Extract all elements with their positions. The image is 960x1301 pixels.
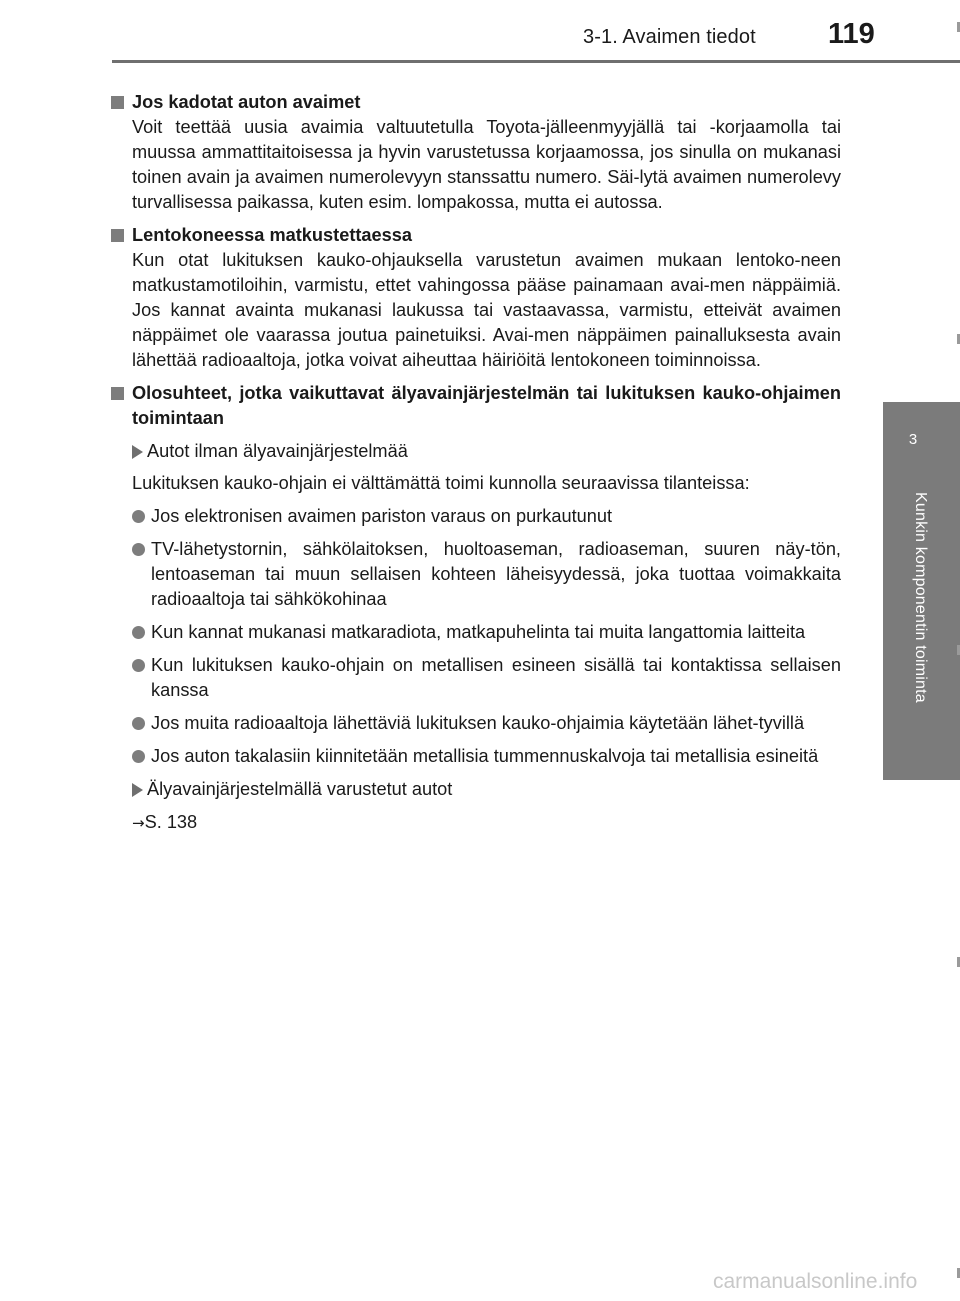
list-item (111, 653, 841, 703)
subsection-title (111, 777, 841, 802)
square-bullet-icon (111, 381, 132, 406)
circle-bullet-icon (132, 620, 151, 645)
section-body: Voit teettää uusia avaimia valtuutetulla Toyota-jälleenmyyjällä tai -korjaamolla tai muussa ammattitaitoisessa ja hyvin varustetussa korjaamossa, jos sinulla on mukanasi toinen avain ja avaimen numerolevyyn stanssattu numero. Säi-lytä avaimen numerolevy turvallisessa paikassa, kuten esim. lompakossa, mutta ei autossa. (132, 117, 841, 212)
section-heading-text: Lentokoneessa matkustettaessa (132, 225, 413, 245)
triangle-bullet-icon (132, 777, 147, 802)
header-rule (112, 60, 960, 63)
triangle-bullet-icon (132, 439, 147, 464)
list-item-text: Jos auton takalasiin kiinnitetään metallisia tummennuskalvoja tai metallisia esineitä (151, 746, 819, 766)
list-item (111, 620, 841, 645)
section-heading (111, 381, 841, 431)
circle-bullet-icon (132, 744, 151, 769)
list-item (111, 744, 841, 769)
list-item-text: Kun kannat mukanasi matkaradiota, matkapuhelinta tai muita langattomia laitteita (151, 622, 806, 642)
circle-bullet-icon (132, 653, 151, 678)
chapter-number: 3 (908, 431, 918, 448)
chapter-side-tab (883, 402, 960, 780)
page-content (111, 90, 841, 844)
section-heading (111, 223, 841, 248)
subsection-title (111, 439, 841, 464)
circle-bullet-icon (132, 504, 151, 529)
list-item-text: Jos muita radioaaltoja lähettäviä lukituksen kauko-ohjaimia käytetään lähet-tyvillä (151, 713, 805, 733)
list-item-text: TV-lähetystornin, sähkölaitoksen, huoltoaseman, radioaseman, suuren näy-tön, lentoaseman tai muun sellaisen kohteen läheisyydessä, joka tuottaa voimakkaita radioaaltoja tai sähkökohinaa (151, 539, 841, 609)
list-item (111, 711, 841, 736)
watermark-text: carmanualsonline.info (713, 1270, 918, 1293)
page-reference[interactable] (111, 810, 841, 836)
square-bullet-icon (111, 90, 132, 115)
section-body: Kun otat lukituksen kauko-ohjauksella varustetun avaimen mukaan lentoko-neen matkustamotiloihin, varmistu, ettet vahingossa pääse painamaan avai-men näppäimiä. Jos kannat avainta mukanasi laukussa tai vastaavassa, varmistu, etteivät avaimen näppäimet ole vaarassa joutua painetuiksi. Avai-men näppäimen painalluksesta avain lähettää radioaaltoja, jotka voivat aiheuttaa häiriöitä lentokoneen toiminnoissa. (132, 250, 841, 370)
section-heading-text: Jos kadotat auton avaimet (132, 92, 361, 112)
subsection-title-text: Älyavainjärjestelmällä varustetut autot (147, 779, 453, 799)
subsection-title-text: Autot ilman älyavainjärjestelmää (147, 441, 408, 461)
section-lost-keys (111, 90, 841, 215)
chapter-label: Kunkin komponentin toiminta (912, 492, 929, 703)
page-header (0, 0, 960, 62)
section-airplane (111, 223, 841, 373)
arrow-right-icon: → (132, 814, 145, 832)
section-heading (111, 90, 841, 115)
section-title: 3-1. Avaimen tiedot (583, 26, 756, 48)
circle-bullet-icon (132, 711, 151, 736)
list-item (111, 504, 841, 529)
list-item-text: Kun lukituksen kauko-ohjain on metallisen esineen sisällä tai kontaktissa sellaisen kanssa (151, 655, 841, 700)
page-number: 119 (828, 18, 875, 50)
section-heading-text: Olosuhteet, jotka vaikuttavat älyavainjärjestelmän tai lukituksen kauko-ohjaimen toimintaan (132, 383, 841, 428)
page-reference-text: S. 138 (144, 812, 198, 832)
section-conditions (111, 381, 841, 836)
list-item-text: Jos elektronisen avaimen pariston varaus on purkautunut (151, 506, 613, 526)
subsection-intro: Lukituksen kauko-ohjain ei välttämättä toimi kunnolla seuraavissa tilanteissa: (132, 473, 750, 493)
square-bullet-icon (111, 223, 132, 248)
list-item (111, 537, 841, 612)
circle-bullet-icon (132, 537, 151, 562)
